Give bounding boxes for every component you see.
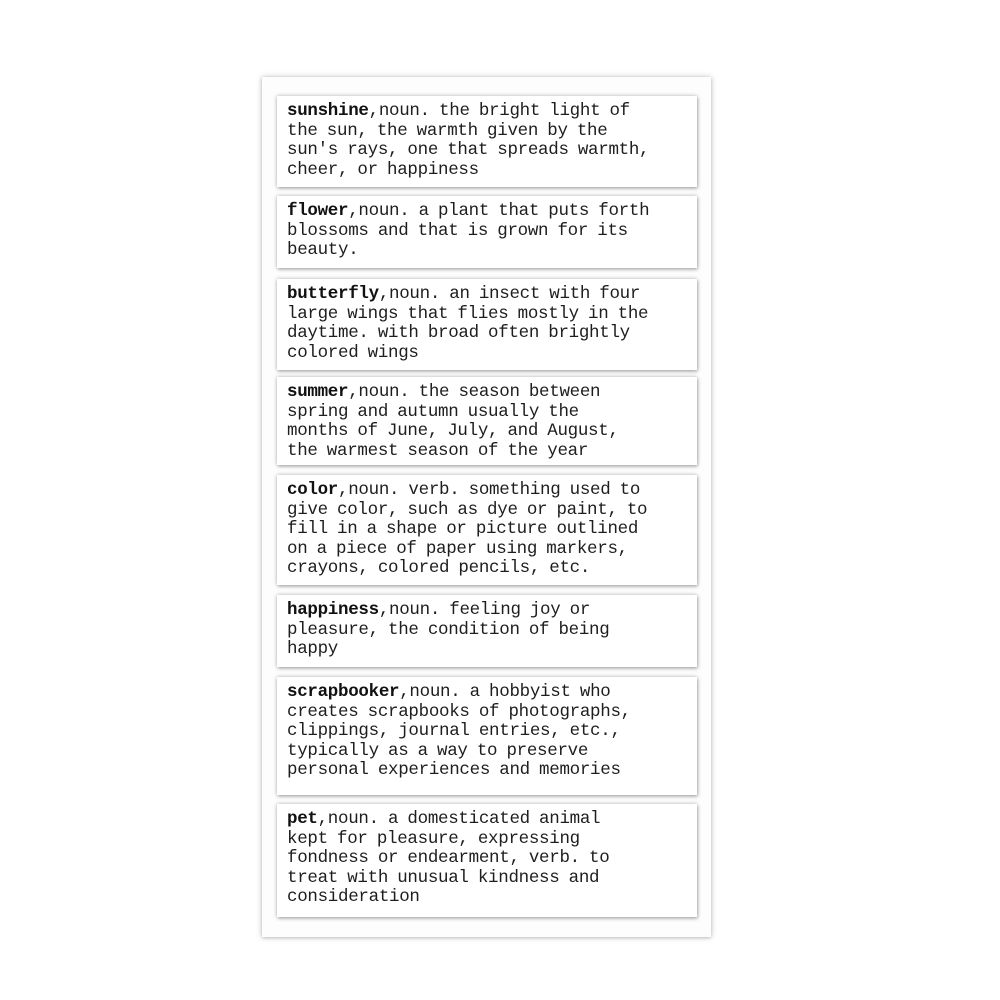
sticker-line: personal experiences and memories xyxy=(287,760,621,780)
sticker-text: ,noun. verb. something used to xyxy=(338,480,641,500)
sticker-pet xyxy=(277,804,697,917)
sticker-line: treat with unusual kindness and xyxy=(287,867,600,888)
sticker-line: cheer, or happiness xyxy=(287,159,479,180)
sticker-text: ,noun. a hobbyist who xyxy=(399,682,611,702)
sticker-line xyxy=(287,810,687,830)
sticker-line: consideration xyxy=(287,887,420,907)
sticker-line: large wings that flies mostly in the xyxy=(287,303,649,324)
sticker-term: color xyxy=(287,480,339,500)
sticker-term: happiness xyxy=(287,600,379,620)
sticker-line: daytime. with broad often brightly xyxy=(287,323,630,343)
sticker-line: on a piece of paper using markers, xyxy=(287,538,628,559)
sticker-text: ,noun. a plant that puts forth xyxy=(348,201,650,221)
sticker-butterfly xyxy=(277,279,697,370)
sticker-line: sun's rays, one that spreads warmth, xyxy=(287,140,650,160)
sticker-line: give color, such as dye or paint, to xyxy=(287,499,648,520)
sticker-line: pleasure, the condition of being xyxy=(287,619,610,640)
sticker-line: kept for pleasure, expressing xyxy=(287,828,580,849)
sticker-line xyxy=(287,601,687,621)
sticker-term: pet xyxy=(287,809,318,829)
sticker-line: creates scrapbooks of photographs, xyxy=(287,701,631,722)
sticker-term: scrapbooker xyxy=(287,682,400,702)
sticker-happiness xyxy=(277,595,697,667)
sticker-line: clippings, journal entries, etc., xyxy=(287,721,621,741)
sticker-color xyxy=(277,475,697,585)
sticker-line xyxy=(287,383,687,403)
sticker-text: ,noun. the season between xyxy=(348,382,601,402)
sticker-line: blossoms and that is grown for its xyxy=(287,220,628,241)
sticker-line xyxy=(287,481,687,501)
sticker-line: the warmest season of the year xyxy=(287,440,589,461)
sticker-line xyxy=(287,202,687,222)
sticker-line: fondness or endearment, verb. to xyxy=(287,848,610,868)
sticker-line: crayons, colored pencils, etc. xyxy=(287,558,591,578)
sticker-line: typically as a way to preserve xyxy=(287,740,589,761)
sticker-line: months of June, July, and August, xyxy=(287,421,619,441)
sticker-line: spring and autumn usually the xyxy=(287,401,579,422)
sticker-term: flower xyxy=(287,201,349,221)
sticker-sunshine xyxy=(277,96,697,187)
sticker-line: beauty. xyxy=(287,240,359,260)
sticker-line: fill in a shape or picture outlined xyxy=(287,519,639,539)
sticker-scrapbooker xyxy=(277,677,697,795)
sticker-line: happy xyxy=(287,639,339,659)
sticker-line xyxy=(287,285,687,305)
sticker-text: ,noun. an insect with four xyxy=(378,284,641,304)
sticker-text: ,noun. the bright light of xyxy=(368,101,630,121)
sticker-line xyxy=(287,102,687,122)
sticker-term: summer xyxy=(287,382,349,402)
sticker-line: the sun, the warmth given by the xyxy=(287,120,608,141)
sticker-text: ,noun. a domesticated animal xyxy=(317,809,601,829)
sticker-summer xyxy=(277,377,697,465)
sticker-term: butterfly xyxy=(287,284,379,304)
sticker-line xyxy=(287,683,687,703)
sticker-flower xyxy=(277,196,697,268)
sticker-term: sunshine xyxy=(287,101,369,121)
sticker-text: ,noun. feeling joy or xyxy=(378,600,591,620)
sticker-line: colored wings xyxy=(287,342,419,363)
